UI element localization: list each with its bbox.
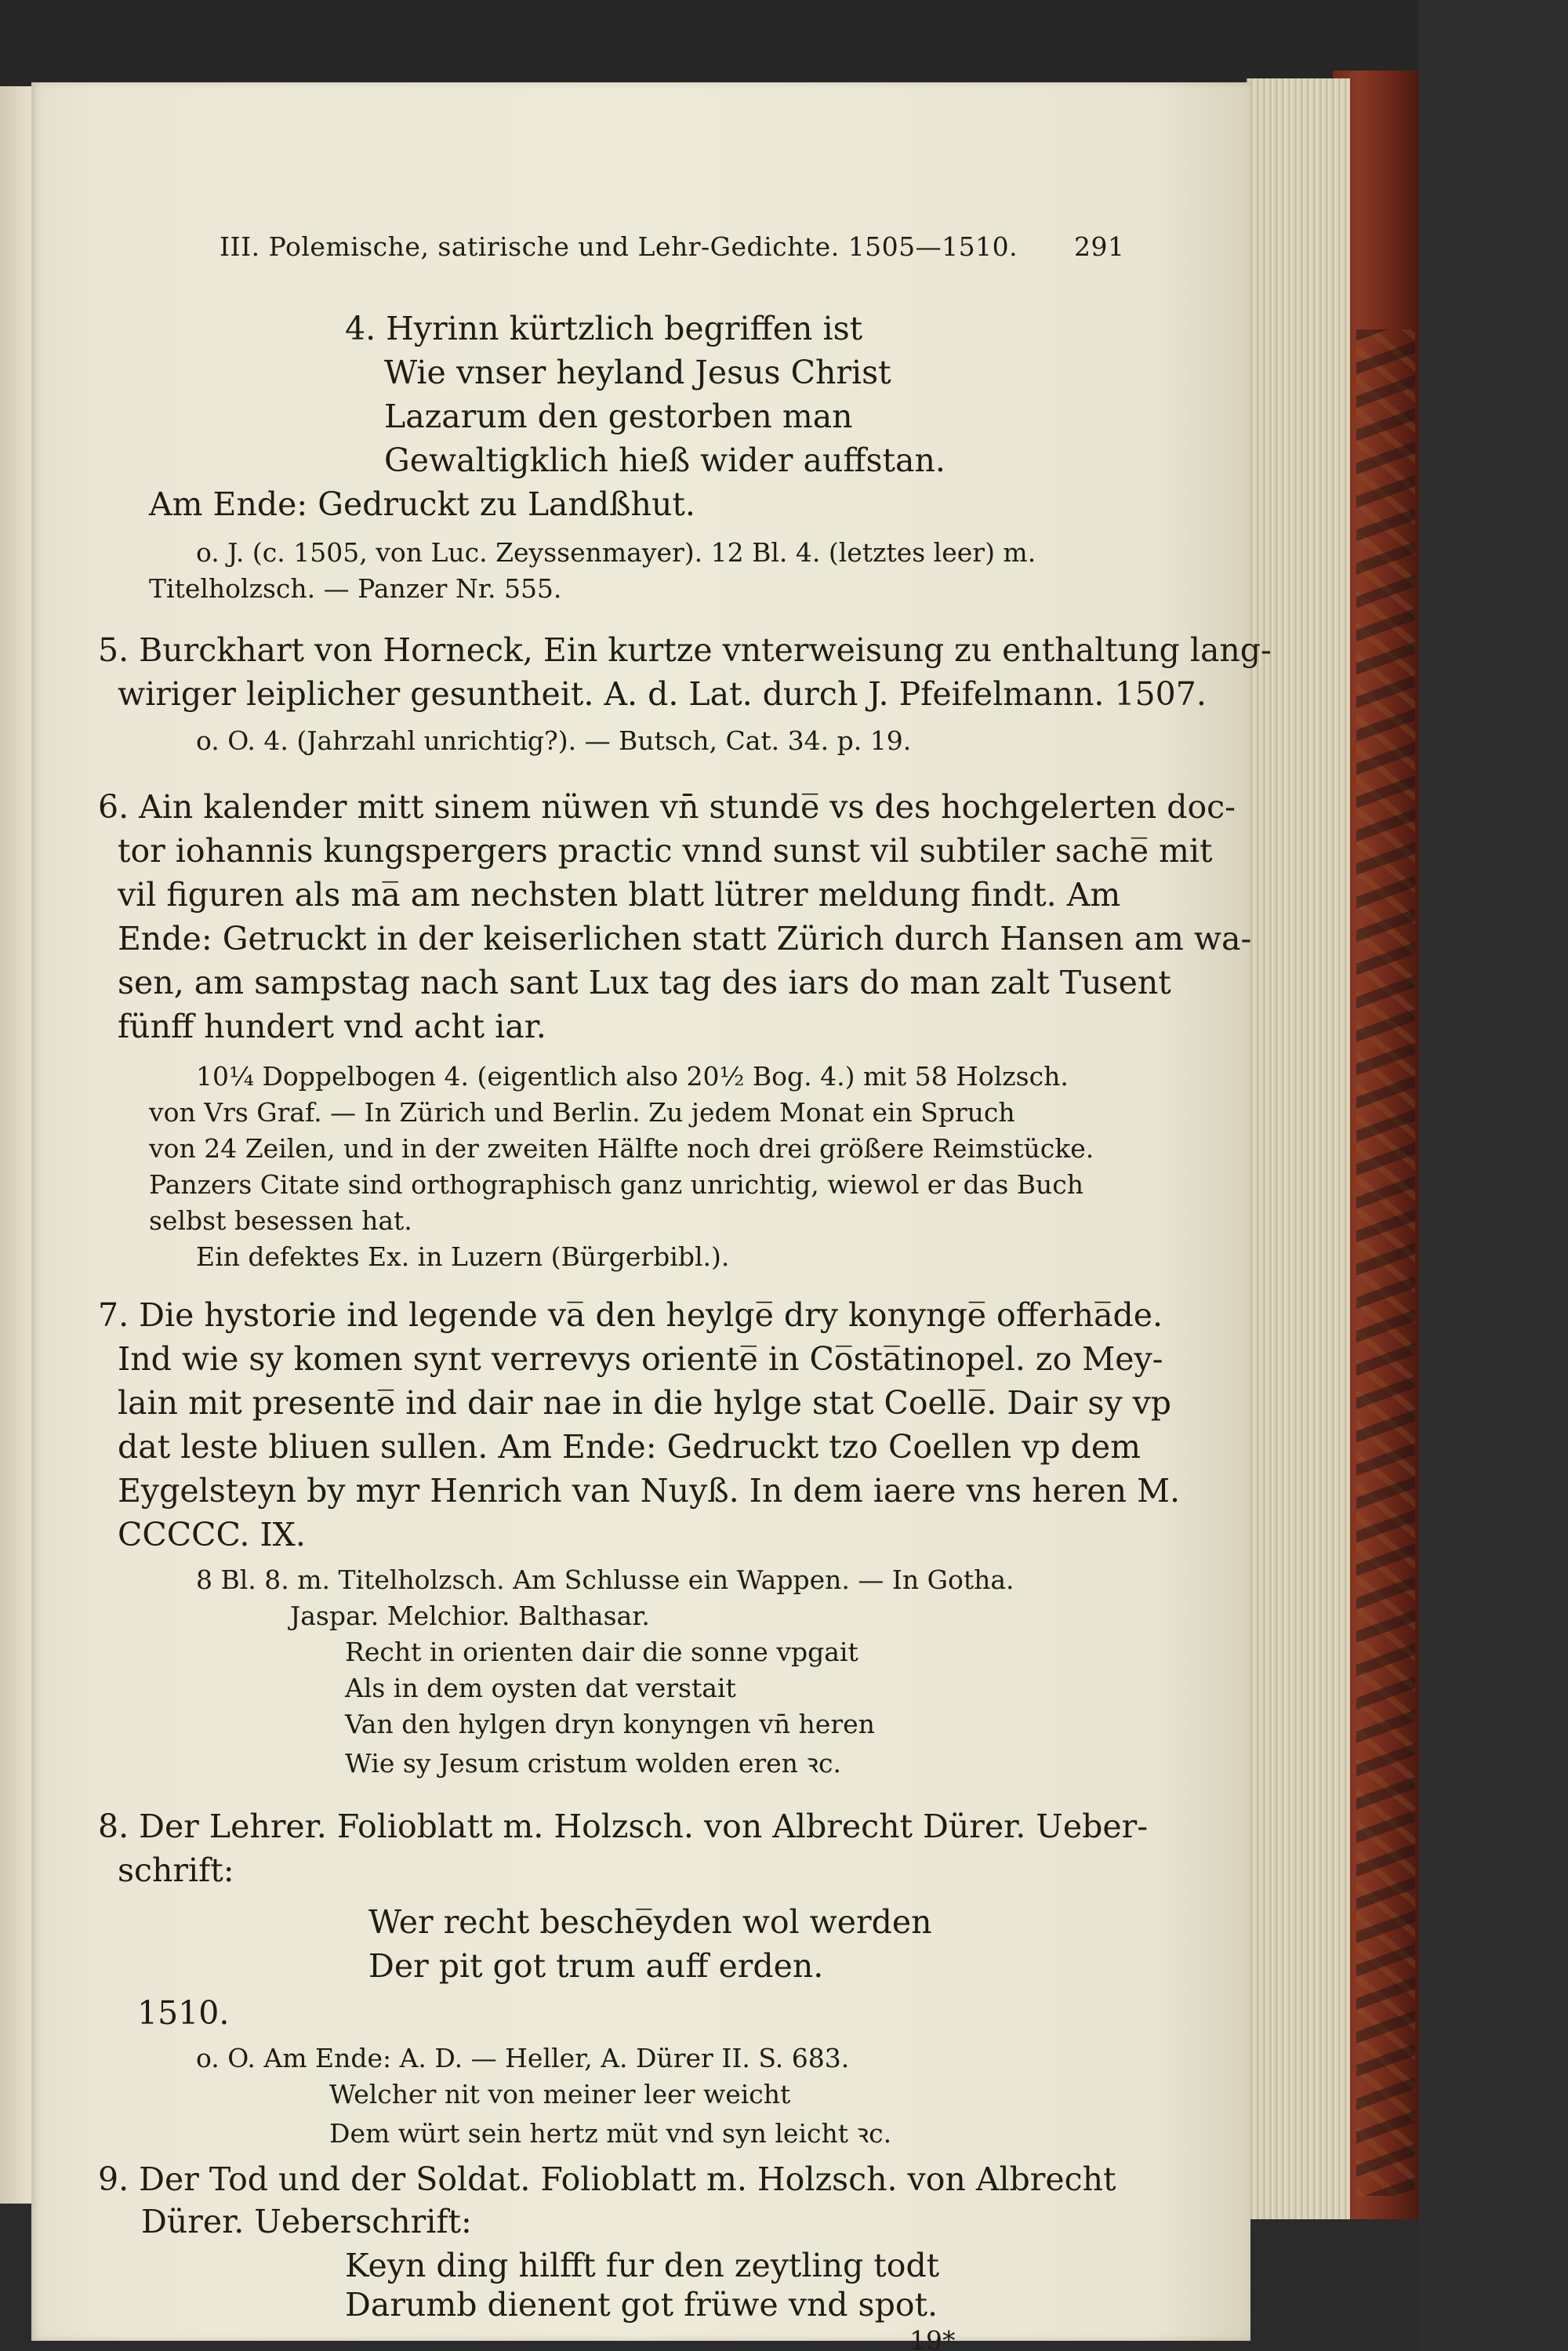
entry-8-verse: Der pit got trum auff erden.	[368, 1947, 824, 1985]
entry-6-line: Ende: Getruckt in der keiserlichen statt Zürich durch Hansen am wa-	[118, 920, 1252, 957]
entry-7-line: Eygelsteyn by myr Henrich van Nuyß. In dem iaere vns heren M.	[118, 1472, 1181, 1510]
entry-6-note: Panzers Citate sind orthographisch ganz unrichtig, wiewol er das Buch	[149, 1169, 1083, 1200]
entry-4-note: Titelholzsch. — Panzer Nr. 555.	[149, 573, 562, 604]
entry-9-line: Dürer. Ueberschrift:	[141, 2203, 472, 2240]
running-head: III. Polemische, satirische und Lehr-Gedichte. 1505—1510.	[220, 231, 1018, 262]
entry-9-verse: Keyn ding hilfft fur den zeytling todt	[345, 2247, 940, 2284]
entry-4-line: 4. Hyrinn kürtzlich begriffen ist	[345, 310, 863, 347]
entry-9-verse: Darumb dienent got früwe vnd spot.	[345, 2286, 938, 2324]
facing-page-edge	[0, 86, 31, 2204]
entry-4-line: Am Ende: Gedruckt zu Landßhut.	[149, 485, 695, 523]
entry-7-line: Ind wie sy komen synt verrevys oriente̅ in Co̅sta̅tinopel. zo Mey-	[118, 1340, 1163, 1378]
entry-8-verse2: Welcher nit von meiner leer weicht	[329, 2079, 791, 2109]
entry-6-note: Ein defektes Ex. in Luzern (Bürgerbibl.).	[196, 1241, 730, 1272]
book-page	[31, 82, 1272, 2351]
entry-7-line: CCCCC. IX.	[118, 1516, 306, 1553]
entry-7-line: 7. Die hystorie ind legende va̅ den heylge̅ dry konynge̅ offerha̅de.	[98, 1296, 1163, 1334]
entry-7-line: dat leste bliuen sullen. Am Ende: Gedruckt tzo Coellen vp dem	[118, 1428, 1142, 1466]
entry-7-line: lain mit presente̅ ind dair nae in die hylge stat Coelle̅. Dair sy vp	[118, 1384, 1172, 1422]
signature-mark: 19*	[909, 2325, 956, 2351]
background-right	[1419, 0, 1568, 2351]
entry-8-line: 8. Der Lehrer. Folioblatt m. Holzsch. von Albrecht Dürer. Ueber-	[98, 1808, 1149, 1845]
entry-8-line: schrift:	[118, 1851, 234, 1889]
page-edges	[1247, 78, 1350, 2219]
entry-5-note: o. O. 4. (Jahrzahl unrichtig?). — Butsch, Cat. 34. p. 19.	[196, 725, 912, 756]
entry-4-line: Lazarum den gestorben man	[384, 398, 853, 435]
entry-4-line: Wie vnser heyland Jesus Christ	[384, 354, 891, 391]
entry-5-line: 5. Burckhart von Horneck, Ein kurtze vnterweisung zu enthaltung lang-	[98, 631, 1272, 669]
entry-7-verse: Van den hylgen dryn konyngen vn̄ heren	[345, 1709, 875, 1739]
entry-6-note: 10¼ Doppelbogen 4. (eigentlich also 20½ Bog. 4.) mit 58 Holzsch.	[196, 1061, 1069, 1092]
entry-8-note: o. O. Am Ende: A. D. — Heller, A. Dürer II. S. 683.	[196, 2043, 850, 2073]
entry-4-line: Gewaltigklich hieß wider auffstan.	[384, 441, 946, 479]
entry-7-verse: Als in dem oysten dat verstait	[345, 1673, 736, 1703]
entry-6-line: vil figuren als ma̅ am nechsten blatt lütrer meldung findt. Am	[118, 876, 1121, 914]
marbled-cover-pattern	[1356, 329, 1415, 2196]
entry-6-note: selbst besessen hat.	[149, 1205, 412, 1236]
entry-4-note: o. J. (c. 1505, von Luc. Zeyssenmayer). 12 Bl. 4. (letztes leer) m.	[196, 537, 1036, 568]
entry-8-verse2: Dem würt sein hertz müt vnd syn leicht ꝛc.	[329, 2118, 892, 2149]
entry-6-line: 6. Ain kalender mitt sinem nüwen vn̄ stunde̅ vs des hochgelerten doc-	[98, 788, 1236, 826]
entry-6-note: von Vrs Graf. — In Zürich und Berlin. Zu jedem Monat ein Spruch	[149, 1097, 1015, 1128]
entry-7-verse: Recht in orienten dair die sonne vpgait	[345, 1637, 858, 1667]
entry-6-line: sen, am sampstag nach sant Lux tag des iars do man zalt Tusent	[118, 964, 1171, 1001]
entry-6-note: von 24 Zeilen, und in der zweiten Hälfte noch drei größere Reimstücke.	[149, 1133, 1094, 1164]
entry-8-verse: Wer recht besche̅yden wol werden	[368, 1903, 932, 1941]
entry-9-line: 9. Der Tod und der Soldat. Folioblatt m. Holzsch. von Albrecht	[98, 2160, 1116, 2198]
entry-6-line: tor iohannis kungspergers practic vnnd sunst vil subtiler sache̅ mit	[118, 832, 1213, 870]
page-number: 291	[1074, 231, 1125, 262]
entry-7-note: 8 Bl. 8. m. Titelholzsch. Am Schlusse ein Wappen. — In Gotha.	[196, 1564, 1014, 1595]
entry-8-year: 1510.	[137, 1994, 230, 2032]
entry-7-verse: Wie sy Jesum cristum wolden eren ꝛc.	[345, 1748, 842, 1779]
entry-6-line: fünff hundert vnd acht iar.	[118, 1008, 546, 1045]
entry-7-note: Jaspar. Melchior. Balthasar.	[290, 1601, 650, 1631]
entry-5-line: wiriger leiplicher gesuntheit. A. d. Lat. durch J. Pfeifelmann. 1507.	[118, 675, 1207, 713]
